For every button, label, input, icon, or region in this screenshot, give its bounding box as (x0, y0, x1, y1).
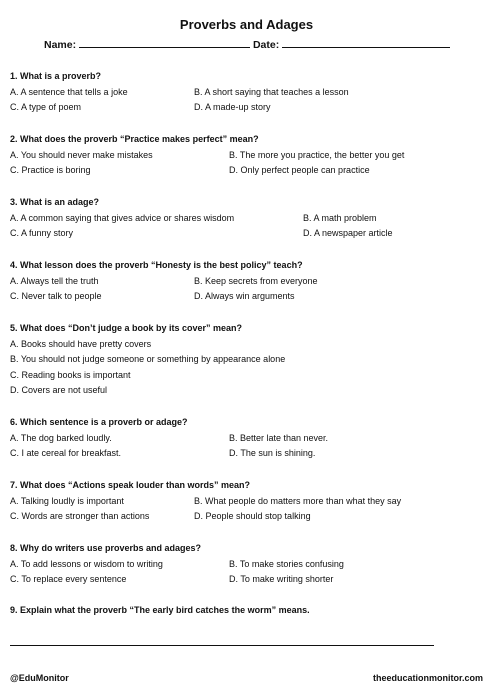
option-d[interactable]: D. A newspaper article (303, 228, 393, 238)
option-a[interactable]: A. The dog barked loudly. (10, 432, 112, 443)
answer-line[interactable] (10, 645, 434, 646)
option-b[interactable]: B. Keep secrets from everyone (194, 275, 318, 286)
option-c[interactable]: C. I ate cereal for breakfast. (10, 448, 122, 458)
option-a[interactable]: A. A common saying that gives advice or shares wisdom (10, 212, 235, 223)
question-stem: 6. Which sentence is a proverb or adage? (10, 417, 188, 427)
option-b[interactable]: B. A short saying that teaches a lesson (194, 86, 349, 97)
question-stem: 2. What does the proverb “Practice makes perfect” mean? (10, 134, 259, 144)
question-stem: 1. What is a proverb? (10, 71, 102, 81)
option-d[interactable]: D. A made-up story (194, 102, 271, 112)
option-b[interactable]: B. Better late than never. (229, 432, 329, 443)
option-c[interactable]: C. To replace every sentence (10, 574, 127, 584)
question-stem: 8. Why do writers use proverbs and adages? (10, 543, 202, 553)
question-2 (10, 132, 480, 179)
option-b[interactable]: B. You should not judge someone or something by appearance alone (10, 354, 286, 364)
option-a[interactable]: A. A sentence that tells a joke (10, 86, 128, 97)
question-6 (10, 415, 480, 462)
question-1 (10, 69, 480, 116)
option-a[interactable]: A. To add lessons or wisdom to writing (10, 558, 163, 569)
option-a[interactable]: A. Books should have pretty covers (10, 338, 152, 349)
question-stem: 3. What is an adage? (10, 197, 100, 207)
option-d[interactable]: D. People should stop talking (194, 511, 311, 521)
question-8 (10, 541, 480, 588)
option-a[interactable]: A. You should never make mistakes (10, 149, 153, 160)
option-d[interactable]: D. The sun is shining. (229, 448, 316, 458)
footer-handle: @EduMonitor (10, 673, 69, 683)
name-blank[interactable] (79, 38, 250, 48)
option-b[interactable]: B. A math problem (303, 212, 377, 223)
option-c[interactable]: C. Practice is boring (10, 165, 91, 175)
date-blank[interactable] (282, 38, 450, 48)
option-d[interactable]: D. Always win arguments (194, 291, 295, 301)
question-3 (10, 195, 480, 242)
question-stem: 4. What lesson does the proverb “Honesty is the best policy” teach? (10, 260, 303, 270)
option-c[interactable]: C. A funny story (10, 228, 74, 238)
option-d[interactable]: D. Covers are not useful (10, 385, 108, 395)
option-c[interactable]: C. Words are stronger than actions (10, 511, 150, 521)
option-b[interactable]: B. What people do matters more than what they say (194, 495, 402, 506)
option-b[interactable]: B. The more you practice, the better you get (229, 149, 405, 160)
option-c[interactable]: C. A type of poem (10, 102, 82, 112)
option-d[interactable]: D. To make writing shorter (229, 574, 334, 584)
option-a[interactable]: A. Talking loudly is important (10, 495, 124, 506)
question-5 (10, 321, 480, 399)
question-stem: 5. What does “Don’t judge a book by its cover” mean? (10, 323, 243, 333)
question-7 (10, 478, 480, 525)
question-9 (10, 603, 480, 619)
option-d[interactable]: D. Only perfect people can practice (229, 165, 370, 175)
option-c[interactable]: C. Never talk to people (10, 291, 102, 301)
option-c[interactable]: C. Reading books is important (10, 369, 131, 380)
footer-website: theeducationmonitor.com (372, 673, 483, 683)
worksheet-title: Proverbs and Adages (179, 17, 314, 32)
question-4 (10, 258, 480, 305)
question-stem: 9. Explain what the proverb “The early bird catches the worm” means. (10, 605, 310, 615)
option-b[interactable]: B. To make stories confusing (229, 558, 344, 569)
name-date-line (44, 38, 450, 51)
date-label: Date: (252, 39, 280, 51)
name-label: Name: (44, 39, 77, 51)
question-stem: 7. What does “Actions speak louder than words” mean? (10, 480, 251, 490)
option-a[interactable]: A. Always tell the truth (10, 275, 99, 286)
